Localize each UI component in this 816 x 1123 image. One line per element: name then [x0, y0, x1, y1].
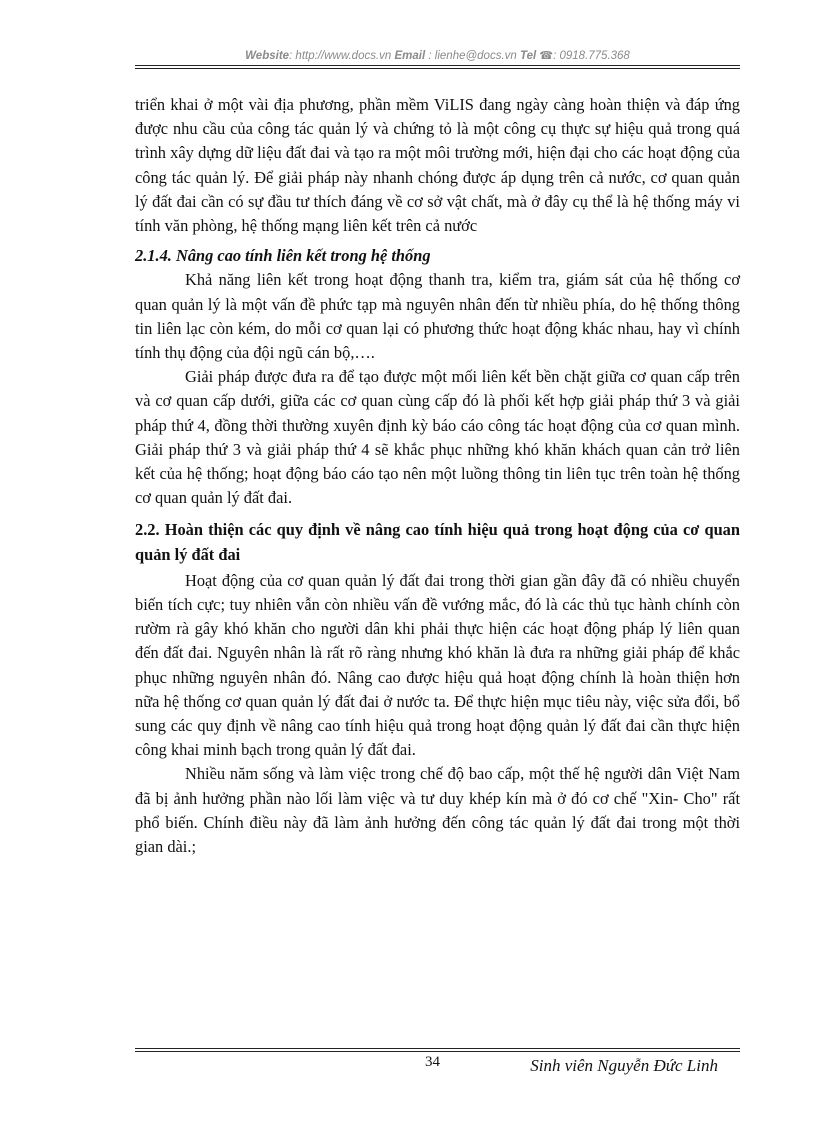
website-label: Website — [245, 50, 290, 62]
document-body — [135, 93, 740, 859]
website-url: : http://www.docs.vn — [289, 50, 395, 62]
page-number: 34 — [425, 1054, 440, 1070]
header-contact — [135, 49, 740, 62]
footer-rule-bottom — [135, 1051, 740, 1052]
header-rule-bottom — [135, 68, 740, 69]
tel-number: : 0918.775.368 — [553, 50, 630, 62]
paragraph-hoat-dong: Hoạt động của cơ quan quản lý đất đai trong thời gian gần đây đã có nhiều chuyển biến tích cực; tuy nhiên vẫn còn nhiều vấn đề vướng mắc, đó là các thủ tục hành chính còn rườm rà gây khó khăn cho người dân khi phải thực hiện các hoạt động pháp lý liên quan đến đất đai. Nguyên nhân là rất rõ ràng nhưng khó khăn là đưa ra những giải pháp để khắc phục những nguyên nhân đó. Nâng cao được hiệu quả hoạt động chính là hoàn thiện hơn nữa hệ thống cơ quan quản lý đất đai ở nước ta. Để thực hiện mục tiêu này, việc sửa đổi, bổ sung các quy định về nâng cao tính hiệu quả trong hoạt động quản lý đất đai cần thực hiện công khai minh bạch trong quản lý đất đai. — [135, 570, 740, 760]
paragraph-lien-ket: Khả năng liên kết trong hoạt động thanh tra, kiểm tra, giám sát của hệ thống cơ quan quản lý là một vấn đề phức tạp mà nguyên nhân đến từ nhiều phía, do hệ thống thông tin liên lạc còn kém, do mỗi cơ quan lại có phương thức hoạt động khác nhau, hay vì chính tính thụ động của đội ngũ cán bộ,…. — [135, 270, 740, 363]
student-name: Sinh viên Nguyễn Đức Linh — [530, 1056, 718, 1075]
page-header — [135, 45, 740, 67]
section-heading-2-2: 2.2. Hoàn thiện các quy định về nâng cao tính hiệu quả trong hoạt động của cơ quan quản lý đất đai — [135, 520, 740, 564]
page-footer — [135, 1046, 740, 1086]
paragraph-vilis: triển khai ở một vài địa phương, phần mềm ViLIS đang ngày càng hoàn thiện và đáp ứng được nhu cầu của công tác quản lý và chứng tỏ là một công cụ thực sự hiệu quả trong quá trình xây dựng dữ liệu đất đai và tạo ra một môi trường mới, hiện đại cho các hoạt động của công tác quản lý. Để giải pháp này nhanh chóng được áp dụng trên cả nước, cơ quan quản lý đất đai cần có sự đầu tư thích đáng về cơ sở vật chất, mà ở đây cụ thể là hệ thống máy vi tính văn phòng, hệ thống mạng liên kết trên cả nước — [135, 95, 740, 236]
footer-rule-top — [135, 1048, 740, 1049]
email-address: : lienhe@docs.vn — [425, 50, 520, 62]
tel-label: Tel — [519, 50, 537, 62]
paragraph-giai-phap: Giải pháp được đưa ra để tạo được một mối liên kết bền chặt giữa cơ quan cấp trên và cơ quan cấp dưới, giữa các cơ quan cùng cấp đó là phối kết hợp giải pháp thứ 3 và giải pháp thứ 4, đồng thời thường xuyên định kỳ báo cáo công tác hoạt động của cơ quan mình. Giải pháp thứ 3 và giải pháp thứ 4 sẽ khắc phục những khó khăn khách quan cản trở liên kết của hệ thống; hoạt động báo cáo tạo nên một luồng thông tin liên tục trên toàn hệ thống cơ quan quản lý đất đai. — [135, 367, 740, 508]
section-heading-2-1-4: 2.1.4. Nâng cao tính liên kết trong hệ thống — [135, 246, 431, 266]
paragraph-bao-cap: Nhiều năm sống và làm việc trong chế độ bao cấp, một thế hệ người dân Việt Nam đã bị ảnh hưởng phần nào lối làm việc và tư duy khép kín mà ở đó cơ chế "Xin- Cho" rất phổ biến. Chính điều này đã làm ảnh hưởng đến công tác quản lý đất đai trong một thời gian dài.; — [135, 764, 740, 857]
header-rule-top — [135, 65, 740, 66]
email-label: Email — [394, 50, 426, 62]
phone-icon: ☎ — [539, 50, 554, 62]
